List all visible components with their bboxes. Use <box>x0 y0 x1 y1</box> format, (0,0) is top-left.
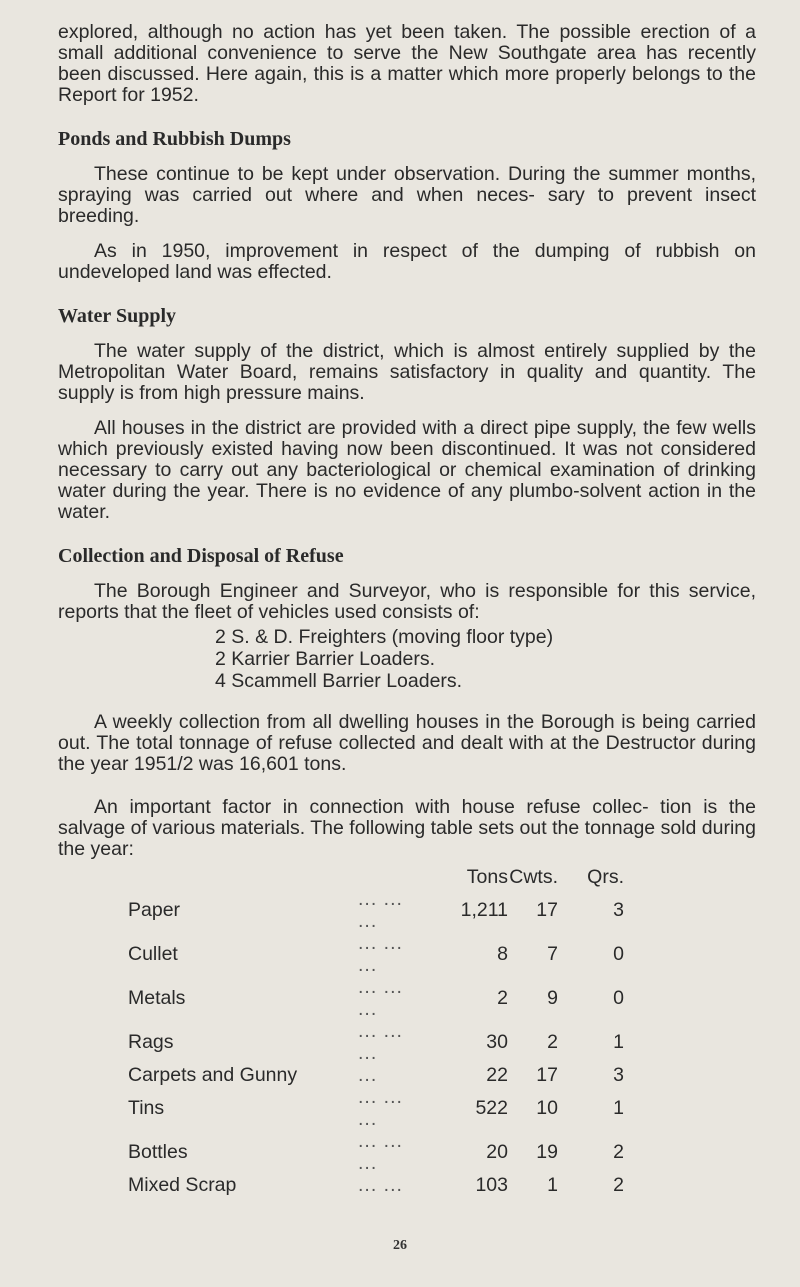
table-row <box>128 1086 624 1130</box>
row-leader: ... ... <box>358 1174 403 1196</box>
table-row <box>128 1064 624 1086</box>
header-tons: Tons <box>466 866 508 888</box>
ponds-paragraph-2: As in 1950, improvement in respect of the dumping of rubbish on undeveloped land was effected. <box>58 240 756 283</box>
row-tons: 30 <box>486 1031 508 1053</box>
row-cwts: 7 <box>547 943 558 965</box>
row-leader: ... ... ... <box>358 888 403 932</box>
page-number: 26 <box>393 1238 407 1253</box>
ponds-paragraph-1: These continue to be kept under observation. During the summer months, spraying was carried out where and when neces- sary to prevent insect breeding. <box>58 163 756 227</box>
water-paragraph-1: The water supply of the district, which is almost entirely supplied by the Metropolitan Water Board, remains satisfactory in quality and quantity. The supply is from high pressure mains. <box>58 340 756 404</box>
row-tons: 522 <box>475 1097 508 1119</box>
row-qrs: 0 <box>613 943 624 965</box>
salvage-header-row <box>128 866 624 888</box>
row-cwts: 19 <box>536 1141 558 1163</box>
refuse-paragraph-3: An important factor in connection with house refuse collec- tion is the salvage of various materials. The following table sets out the tonnage sold during the year: <box>58 796 756 860</box>
table-row <box>128 1020 624 1064</box>
row-cwts: 2 <box>547 1031 558 1053</box>
row-item: Cullet <box>128 943 178 965</box>
row-qrs: 3 <box>613 899 624 921</box>
water-heading: Water Supply <box>58 305 176 327</box>
row-tons: 103 <box>475 1174 508 1196</box>
row-item: Metals <box>128 987 186 1009</box>
vehicle-item: 4 Scammell Barrier Loaders. <box>215 670 463 692</box>
vehicle-item: 2 Karrier Barrier Loaders. <box>215 648 436 670</box>
row-tons: 1,211 <box>460 899 508 921</box>
row-item: Carpets and Gunny <box>128 1064 298 1086</box>
row-cwts: 17 <box>536 1064 558 1086</box>
row-tons: 2 <box>497 987 508 1009</box>
row-leader: ... ... ... <box>358 976 403 1020</box>
table-row <box>128 976 624 1020</box>
row-item: Bottles <box>128 1141 188 1163</box>
table-row <box>128 932 624 976</box>
refuse-paragraph-1: The Borough Engineer and Surveyor, who is responsible for this service, reports that the fleet of vehicles used consists of: <box>58 580 756 623</box>
row-item: Rags <box>128 1031 174 1053</box>
row-qrs: 3 <box>613 1064 624 1086</box>
row-cwts: 17 <box>536 899 558 921</box>
ponds-heading: Ponds and Rubbish Dumps <box>58 128 291 150</box>
row-item: Mixed Scrap <box>128 1174 237 1196</box>
row-leader: ... ... ... <box>358 1130 403 1174</box>
intro-paragraph: explored, although no action has yet been taken. The possible erection of a small additional convenience to serve the New Southgate area has recently been discussed. Here again, this is a matter which more properly belongs to the Report for 1952. <box>58 21 756 106</box>
row-leader: ... ... ... <box>358 1020 403 1064</box>
vehicle-item: 2 S. & D. Freighters (moving floor type) <box>215 626 554 648</box>
salvage-table <box>128 866 624 1196</box>
row-qrs: 1 <box>613 1097 624 1119</box>
row-qrs: 0 <box>613 987 624 1009</box>
row-cwts: 9 <box>547 987 558 1009</box>
refuse-paragraph-2: A weekly collection from all dwelling houses in the Borough is being carried out. The total tonnage of refuse collected and dealt with at the Destructor during the year 1951/2 was 16,601 tons. <box>58 711 756 775</box>
vehicle-list <box>215 626 756 692</box>
row-tons: 8 <box>497 943 508 965</box>
row-qrs: 2 <box>613 1174 624 1196</box>
row-item: Tins <box>128 1097 165 1119</box>
row-leader: ... <box>358 1064 378 1086</box>
table-row <box>128 1130 624 1174</box>
row-leader: ... ... ... <box>358 1086 403 1130</box>
header-cwts: Cwts. <box>509 866 558 888</box>
row-item: Paper <box>128 899 181 921</box>
table-row <box>128 888 624 932</box>
row-qrs: 1 <box>613 1031 624 1053</box>
water-paragraph-2: All houses in the district are provided with a direct pipe supply, the few wells which previously existed having now been discontinued. It was not considered necessary to carry out any bacteriological or chemical examination of drinking water during the year. There is no evidence of any plumbo-solvent action in the water. <box>58 417 756 523</box>
row-tons: 22 <box>486 1064 508 1086</box>
row-leader: ... ... ... <box>358 932 403 976</box>
refuse-heading: Collection and Disposal of Refuse <box>58 545 344 567</box>
row-qrs: 2 <box>613 1141 624 1163</box>
header-qrs: Qrs. <box>587 866 624 888</box>
row-cwts: 10 <box>536 1097 558 1119</box>
row-tons: 20 <box>486 1141 508 1163</box>
row-cwts: 1 <box>547 1174 558 1196</box>
table-row <box>128 1174 624 1196</box>
